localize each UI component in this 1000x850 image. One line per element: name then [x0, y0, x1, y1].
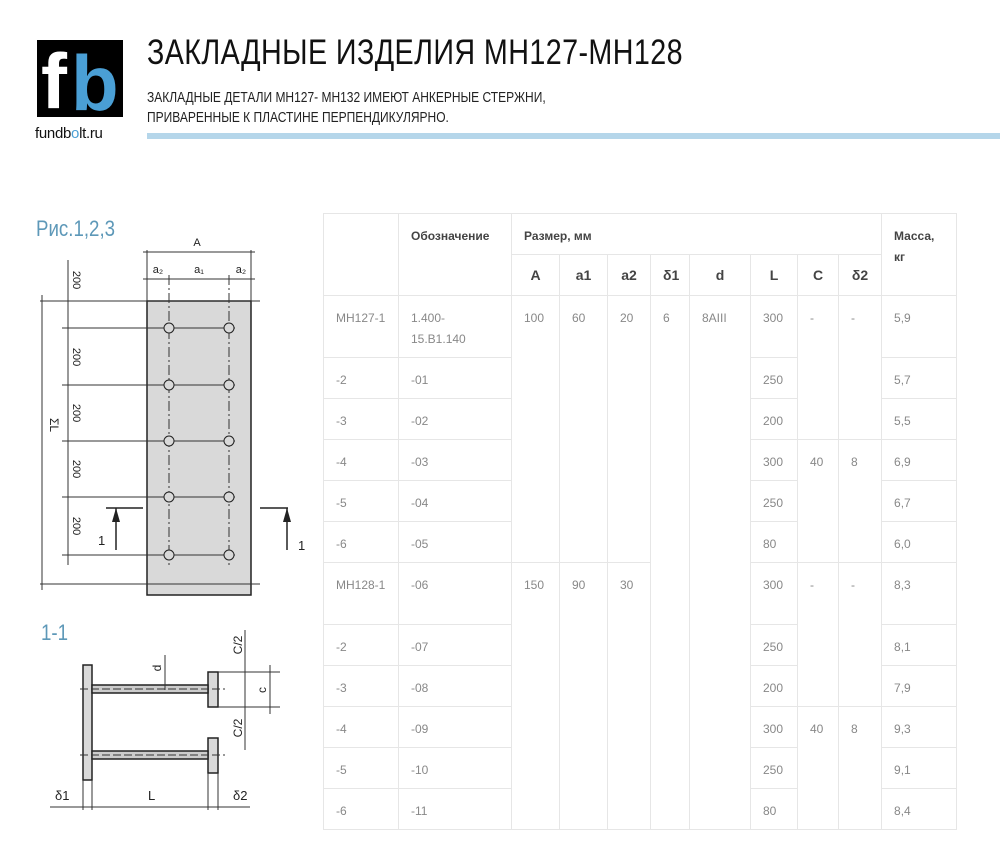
anchor-hole	[224, 492, 234, 502]
header-size-col: A	[512, 255, 560, 296]
dim-d: d	[150, 664, 164, 672]
logo[interactable]	[37, 40, 123, 117]
header-size-col: C	[798, 255, 839, 296]
anchor-hole	[224, 550, 234, 560]
anchor-hole	[164, 436, 174, 446]
header-size-col: d	[690, 255, 751, 296]
cell-mark: -5	[324, 481, 399, 522]
cell-mass: 6,9	[882, 440, 957, 481]
cell-mark: МН128-1	[324, 563, 399, 625]
cell-mark: -3	[324, 666, 399, 707]
cell-code: -09	[399, 707, 512, 748]
figure-label-section: 1-1	[41, 620, 69, 645]
cell-mass: 9,1	[882, 748, 957, 789]
anchor-hole	[224, 323, 234, 333]
dim-pitch: 200	[70, 270, 82, 290]
cell-code: -08	[399, 666, 512, 707]
fb-logo-icon	[37, 40, 123, 117]
spec-table	[323, 213, 957, 830]
cell-code: -01	[399, 358, 512, 399]
plan-drawing	[0, 200, 320, 600]
cell-mass: 8,3	[882, 563, 957, 625]
cell-delta1: 6	[651, 296, 690, 830]
dim-delta1: δ1	[55, 788, 70, 803]
svg-text:b: b	[71, 40, 119, 117]
subtitle-line: ЗАКЛАДНЫЕ ДЕТАЛИ МН127- МН132 ИМЕЮТ АНКЕРНЫЕ СТЕРЖНИ,	[147, 89, 546, 106]
cell-a2: 30	[608, 563, 651, 830]
dim-pitch: 200	[70, 459, 82, 479]
cell-code: -05	[399, 522, 512, 563]
header-divider	[147, 133, 1000, 139]
section-drawing	[20, 610, 300, 820]
cell-L: 300	[751, 563, 798, 625]
cell-L: 80	[751, 522, 798, 563]
header-size-col: a2	[608, 255, 651, 296]
cell-mark: -2	[324, 625, 399, 666]
cell-mark: МН127-1	[324, 296, 399, 358]
dim-total: ΣL	[47, 417, 61, 433]
cell-A: 150	[512, 563, 560, 830]
header-row	[324, 214, 957, 255]
header-designation: Обозначение	[399, 214, 512, 296]
cell-mass: 8,4	[882, 789, 957, 830]
cell-mass: 7,9	[882, 666, 957, 707]
svg-text:f: f	[41, 40, 61, 117]
anchor-hole	[164, 492, 174, 502]
cell-code: -11	[399, 789, 512, 830]
cell-delta2: 8	[839, 440, 882, 563]
cell-C: 40	[798, 440, 839, 563]
cell-mark: -4	[324, 707, 399, 748]
cell-a1: 90	[560, 563, 608, 830]
cell-mark: -6	[324, 522, 399, 563]
header-mass: Масса, кг	[882, 214, 957, 296]
header-size-col: L	[751, 255, 798, 296]
cell-L: 250	[751, 748, 798, 789]
anchor-hole	[164, 550, 174, 560]
dim-A: A	[193, 237, 201, 249]
cell-mass: 5,5	[882, 399, 957, 440]
cell-L: 300	[751, 296, 798, 358]
cell-code: -07	[399, 625, 512, 666]
anchor-hole	[224, 436, 234, 446]
cell-code: -06	[399, 563, 512, 625]
header-size-col: δ1	[651, 255, 690, 296]
cell-mass: 6,0	[882, 522, 957, 563]
cell-C: -	[798, 563, 839, 707]
figure-label-plan: Рис.1,2,3	[36, 216, 116, 241]
dim-delta2: δ2	[233, 788, 248, 803]
header-cell-blank	[324, 214, 399, 296]
dim-a2: a₂	[235, 264, 247, 276]
cell-mark: -4	[324, 440, 399, 481]
cell-code: -03	[399, 440, 512, 481]
cell-code: -02	[399, 399, 512, 440]
section-mark: 1	[298, 538, 306, 553]
dim-L: L	[148, 788, 156, 803]
cell-L: 300	[751, 707, 798, 748]
cell-L: 250	[751, 358, 798, 399]
page-title: ЗАКЛАДНЫЕ ИЗДЕЛИЯ МН127-МН128	[147, 33, 684, 72]
dim-pitch: 200	[70, 347, 82, 367]
anchor-hole	[224, 380, 234, 390]
logo-site-text: fundbolt.ru	[35, 125, 103, 142]
cell-delta2: 8	[839, 707, 882, 830]
anchor-hole	[164, 380, 174, 390]
cell-code: -10	[399, 748, 512, 789]
table-row	[324, 563, 957, 625]
dim-c-half: C/2	[231, 635, 245, 655]
dim-a2: a₂	[152, 264, 164, 276]
cell-a2: 20	[608, 296, 651, 563]
cell-mark: -5	[324, 748, 399, 789]
cell-d: 8AIII	[690, 296, 751, 830]
cell-C: 40	[798, 707, 839, 830]
cell-mass: 9,3	[882, 707, 957, 748]
cell-L: 200	[751, 666, 798, 707]
header-size-col: δ2	[839, 255, 882, 296]
cell-mass: 5,9	[882, 296, 957, 358]
page-subtitle	[147, 88, 546, 128]
cell-mark: -2	[324, 358, 399, 399]
dim-pitch: 200	[70, 403, 82, 423]
cell-mass: 5,7	[882, 358, 957, 399]
cell-L: 250	[751, 625, 798, 666]
cell-delta2: -	[839, 296, 882, 440]
section-mark: 1	[98, 533, 106, 548]
dim-c-half: C/2	[231, 718, 245, 738]
table-row	[324, 296, 957, 358]
cell-C: -	[798, 296, 839, 440]
cell-L: 200	[751, 399, 798, 440]
cell-L: 250	[751, 481, 798, 522]
dim-pitch: 200	[70, 516, 82, 536]
cell-A: 100	[512, 296, 560, 563]
cell-code: -04	[399, 481, 512, 522]
header-size: Размер, мм	[512, 214, 882, 255]
header-size-col: a1	[560, 255, 608, 296]
cell-mark: -3	[324, 399, 399, 440]
cell-L: 80	[751, 789, 798, 830]
cell-a1: 60	[560, 296, 608, 563]
cell-mass: 6,7	[882, 481, 957, 522]
cell-code: 1.400-15.В1.140	[399, 296, 512, 358]
cell-delta2: -	[839, 563, 882, 707]
dim-a1: a₁	[194, 264, 204, 276]
anchor-hole	[164, 323, 174, 333]
cell-mark: -6	[324, 789, 399, 830]
cell-L: 300	[751, 440, 798, 481]
cell-mass: 8,1	[882, 625, 957, 666]
subtitle-line: ПРИВАРЕННЫЕ К ПЛАСТИНЕ ПЕРПЕНДИКУЛЯРНО.	[147, 109, 449, 126]
dim-c: c	[255, 687, 269, 693]
